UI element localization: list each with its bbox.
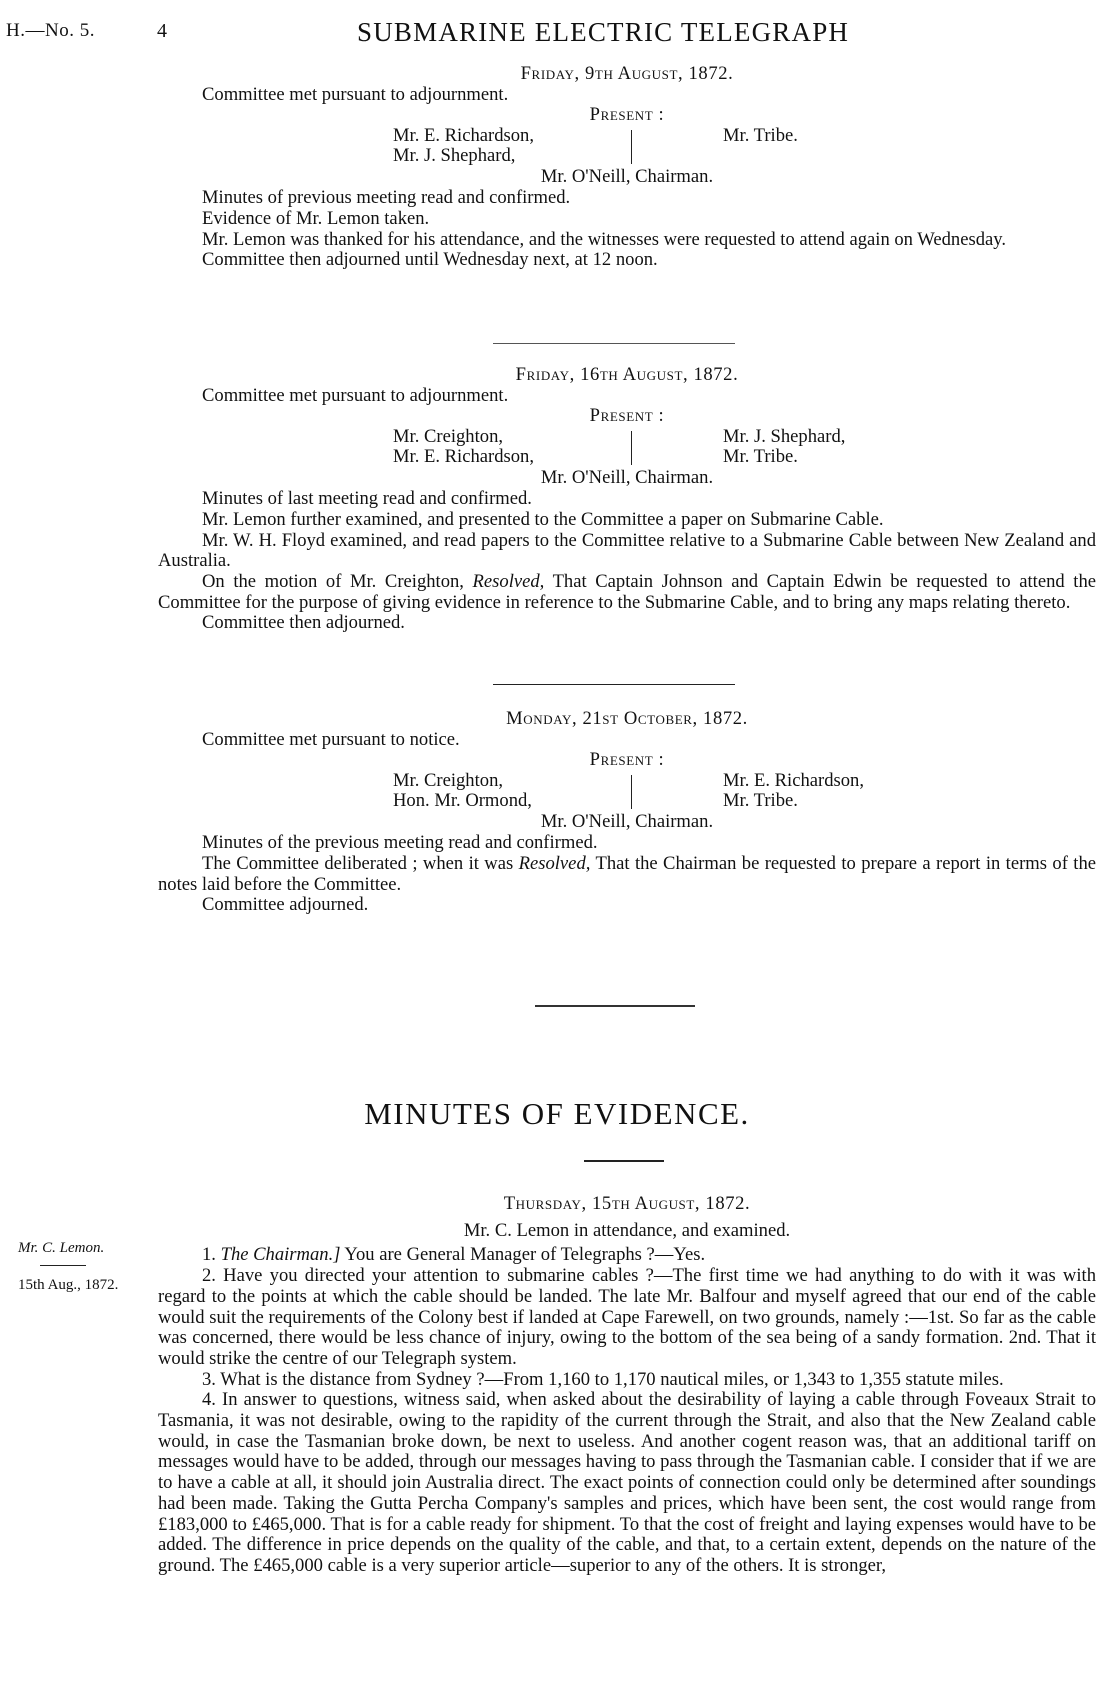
- resolved-word: Resolved,: [518, 852, 591, 874]
- resolution-paragraph: [158, 572, 1096, 613]
- meeting-2: [158, 365, 1096, 634]
- meeting-closing: Committee adjourned.: [202, 894, 369, 916]
- meeting-opening: Committee met pursuant to notice.: [202, 728, 460, 750]
- meeting-3: [158, 709, 1096, 916]
- minute-paragraph: Mr. Lemon was thanked for his attendance, and the witnesses were requested to attend again on Wednesday.: [202, 228, 1006, 250]
- chairman: Mr. O'Neill, Chairman.: [540, 166, 714, 188]
- minute-paragraph: Committee then adjourned until Wednesday next, at 12 noon.: [202, 249, 658, 271]
- member-name: Mr. J. Shephard,: [393, 145, 516, 167]
- member-name: Mr. Creighton,: [393, 770, 504, 792]
- minute-paragraph: Mr. Lemon further examined, and presented to the Committee a paper on Submarine Cable.: [202, 508, 884, 530]
- meeting-closing: Committee then adjourned.: [202, 612, 405, 634]
- member-name: Mr. E. Richardson,: [723, 770, 864, 792]
- member-name: Mr. Tribe.: [723, 790, 798, 812]
- member-name: Mr. J. Shephard,: [723, 426, 846, 448]
- resolution-prefix: On the motion of Mr. Creighton,: [202, 570, 464, 592]
- resolution-paragraph: [158, 854, 1096, 895]
- member-name: Mr. Tribe.: [723, 125, 798, 147]
- question-3: 3. What is the distance from Sydney ?—From 1,160 to 1,170 nautical miles, or 1,343 to 1,355 statute miles.: [202, 1368, 1004, 1390]
- meeting-date: Friday, 16th August, 1872.: [515, 364, 739, 385]
- paper-reference: H.—No. 5.: [6, 20, 95, 41]
- question-2: 2. Have you directed your attention to submarine cables ?—The first time we had anything to do with it was with regard to the points at which the cable should be landed. The late Mr. Balfour and myself agreed that our end of the cable would suit the requirements of the Colony best if landed at Cape Farewell, on two grounds, namely :—1st. So far as the cable was concerned, there would be less chance of injury, owing to the bottom of the sea being of a sandy formation. 2nd. That it would strike the centre of our Telegraph system.: [158, 1265, 1096, 1369]
- member-name: Hon. Mr. Ormond,: [393, 790, 532, 812]
- present-label: Present :: [589, 749, 665, 771]
- resolution-text: That Captain Johnson and Captain Edwin be requested to attend the Committee for the purpose of giving evidence in reference to the Submarine Cable, and to bring any maps relating thereto.: [158, 570, 1097, 613]
- attendance-list: [158, 126, 1096, 188]
- member-name: Mr. Creighton,: [393, 426, 504, 448]
- column-divider: [631, 775, 632, 809]
- resolution-text: That the Chairman be requested to prepare a report in terms of the notes laid before the Committee.: [158, 852, 1096, 895]
- meeting-1: [158, 64, 1096, 271]
- attendance-list: [158, 771, 1096, 833]
- margin-date: 15th Aug., 1872.: [18, 1277, 119, 1293]
- member-name: Mr. Tribe.: [723, 446, 798, 468]
- section-double-rule: [535, 1005, 695, 1007]
- minute-paragraph: Minutes of previous meeting read and confirmed.: [202, 187, 571, 209]
- meeting-date: Monday, 21st October, 1872.: [506, 708, 748, 729]
- meeting-date: Friday, 9th August, 1872.: [520, 63, 734, 84]
- resolution-prefix: The Committee deliberated ; when it was: [202, 852, 514, 874]
- minute-paragraph: Evidence of Mr. Lemon taken.: [202, 207, 430, 229]
- column-divider: [631, 130, 632, 164]
- chairman: Mr. O'Neill, Chairman.: [540, 467, 714, 489]
- meeting-opening: Committee met pursuant to adjournment.: [202, 384, 509, 406]
- resolved-word: Resolved,: [472, 570, 545, 592]
- page-number: 4: [157, 20, 167, 42]
- section-rule: [493, 343, 735, 344]
- minute-paragraph: Minutes of the previous meeting read and confirmed.: [202, 832, 598, 854]
- present-label: Present :: [589, 405, 665, 427]
- member-name: Mr. E. Richardson,: [393, 446, 534, 468]
- evidence-body: [158, 1194, 1096, 1577]
- question-1: [158, 1245, 1096, 1266]
- title-rule: [584, 1160, 664, 1162]
- section-rule: [493, 684, 735, 685]
- chairman: Mr. O'Neill, Chairman.: [540, 811, 714, 833]
- meeting-opening: Committee met pursuant to adjournment.: [202, 83, 509, 105]
- member-name: Mr. E. Richardson,: [393, 125, 534, 147]
- evidence-title: MINUTES OF EVIDENCE.: [364, 1096, 750, 1131]
- evidence-date: Thursday, 15th August, 1872.: [503, 1193, 751, 1214]
- witness-line: Mr. C. Lemon in attendance, and examined.: [463, 1219, 791, 1241]
- present-label: Present :: [589, 104, 665, 126]
- page-title: SUBMARINE ELECTRIC TELEGRAPH: [357, 17, 850, 47]
- speaker: The Chairman.]: [220, 1244, 341, 1266]
- margin-rule: [40, 1265, 86, 1266]
- column-divider: [631, 431, 632, 465]
- question-number: 1.: [202, 1244, 216, 1266]
- minute-paragraph: Mr. W. H. Floyd examined, and read papers to the Committee relative to a Submarine Cable between New Zealand and Australia.: [158, 529, 1096, 572]
- minute-paragraph: Minutes of last meeting read and confirmed.: [202, 488, 532, 510]
- margin-witness-name: Mr. C. Lemon.: [18, 1240, 105, 1256]
- attendance-list: [158, 427, 1096, 489]
- question-text: You are General Manager of Telegraphs ?—Yes.: [344, 1244, 706, 1266]
- question-4: 4. In answer to questions, witness said, when asked about the desirability of laying a cable through Foveaux Strait to Tasmania, it was not desirable, owing to the rapidity of the current through the Strait, and also that the New Zealand cable would, in case the Tasmanian broke down, be next to useless. And another cogent reason was, that an additional tariff on messages would have to be added, through our messages having to pass through the Tasmanian cable. I consider that if we are to have a cable at all, it should join Australia direct. The exact points of connection could only be determined after soundings had been made. Taking the Gutta Percha Company's samples and prices, which have been sent, the cost would range from £183,000 to £465,000. That is for a cable ready for shipment. To that the cost of freight and laying expenses would have to be added. The difference in price depends on the quality of the cable, and that, to a certain extent, depends on the nature of the ground. The £465,000 cable is a very superior article—superior to any of the others. It is stronger,: [158, 1389, 1096, 1576]
